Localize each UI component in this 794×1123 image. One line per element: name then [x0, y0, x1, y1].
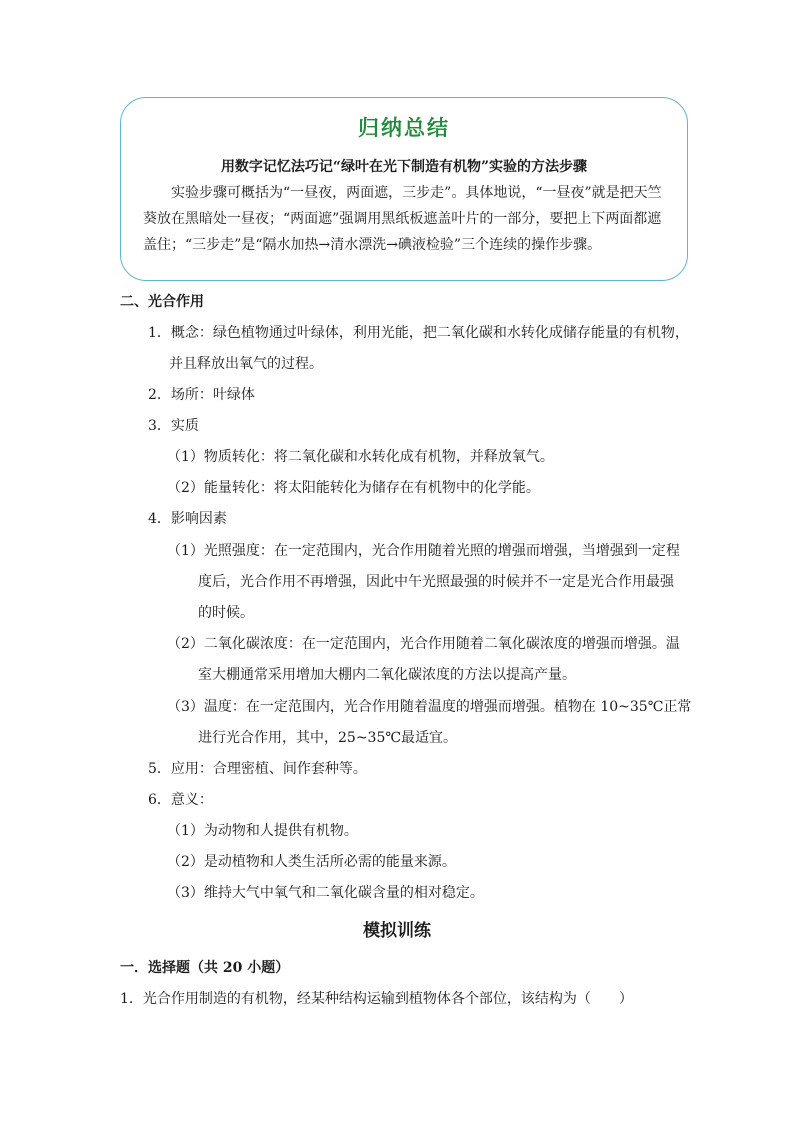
factors-heading: 4．影响因素	[148, 511, 227, 527]
significance-item: （3）维持大气中氧气和二氧化碳含量的相对稳定。	[167, 885, 484, 901]
factor-item-cont: 度后，光合作用不再增强，因此中午光照最强的时候并不一定是光合作用最强	[198, 574, 674, 590]
section-heading-photosynthesis: 二、光合作用	[120, 294, 204, 310]
factor-item-cont: 室大棚通常采用增加大棚内二氧化碳浓度的方法以提高产量。	[198, 667, 576, 683]
question-1: 1．光合作用制造的有机物，经某种结构运输到植物体各个部位，该结构为（ ）	[120, 991, 633, 1007]
training-title: 模拟训练	[363, 921, 431, 941]
summary-title: 归纳总结	[358, 115, 450, 140]
essence-item: （1）物质转化：将二氧化碳和水转化成有机物，并释放氧气。	[167, 449, 554, 465]
summary-box	[120, 97, 688, 281]
essence-heading: 3．实质	[148, 418, 199, 434]
summary-line: 盖住；“三步走”是“隔水加热→清水漂洗→碘液检验”三个连续的操作步骤。	[143, 237, 602, 253]
summary-subtitle: 用数字记忆法巧记“绿叶在光下制造有机物”实验的方法步骤	[220, 159, 588, 175]
application-line: 5．应用：合理密植、间作套种等。	[148, 761, 367, 777]
summary-line: 葵放在黑暗处一昼夜；“两面遮”强调用黑纸板遮盖叶片的一部分，要把上下两面都遮	[143, 211, 662, 227]
summary-body	[143, 180, 669, 258]
factor-item-cont: 进行光合作用，其中，25~35℃最适宜。	[198, 730, 458, 746]
factor-item: （3）温度：在一定范围内，光合作用随着温度的增强而增强。植物在 10~35℃正常	[167, 699, 692, 715]
essence-item: （2）能量转化：将太阳能转化为储存在有机物中的化学能。	[167, 480, 540, 496]
place-line: 2．场所：叶绿体	[148, 387, 255, 403]
significance-heading: 6．意义：	[148, 792, 213, 808]
significance-item: （2）是动植物和人类生活所必需的能量来源。	[167, 854, 456, 870]
factor-item-cont: 的时候。	[198, 605, 254, 621]
summary-line: 实验步骤可概括为“一昼夜，两面遮，三步走”。具体地说，“一昼夜”就是把天竺	[171, 185, 662, 201]
factor-item: （1）光照强度：在一定范围内，光合作用随着光照的增强而增强，当增强到一定程	[167, 543, 680, 559]
factor-item: （2）二氧化碳浓度：在一定范围内，光合作用随着二氧化碳浓度的增强而增强。温	[167, 636, 680, 652]
concept-line: 并且释放出氧气的过程。	[169, 356, 323, 372]
choice-section-heading: 一．选择题（共 20 小题）	[120, 960, 290, 976]
significance-item: （1）为动物和人提供有机物。	[167, 823, 358, 839]
concept-line: 1．概念：绿色植物通过叶绿体，利用光能，把二氧化碳和水转化成储存能量的有机物，	[148, 325, 689, 341]
